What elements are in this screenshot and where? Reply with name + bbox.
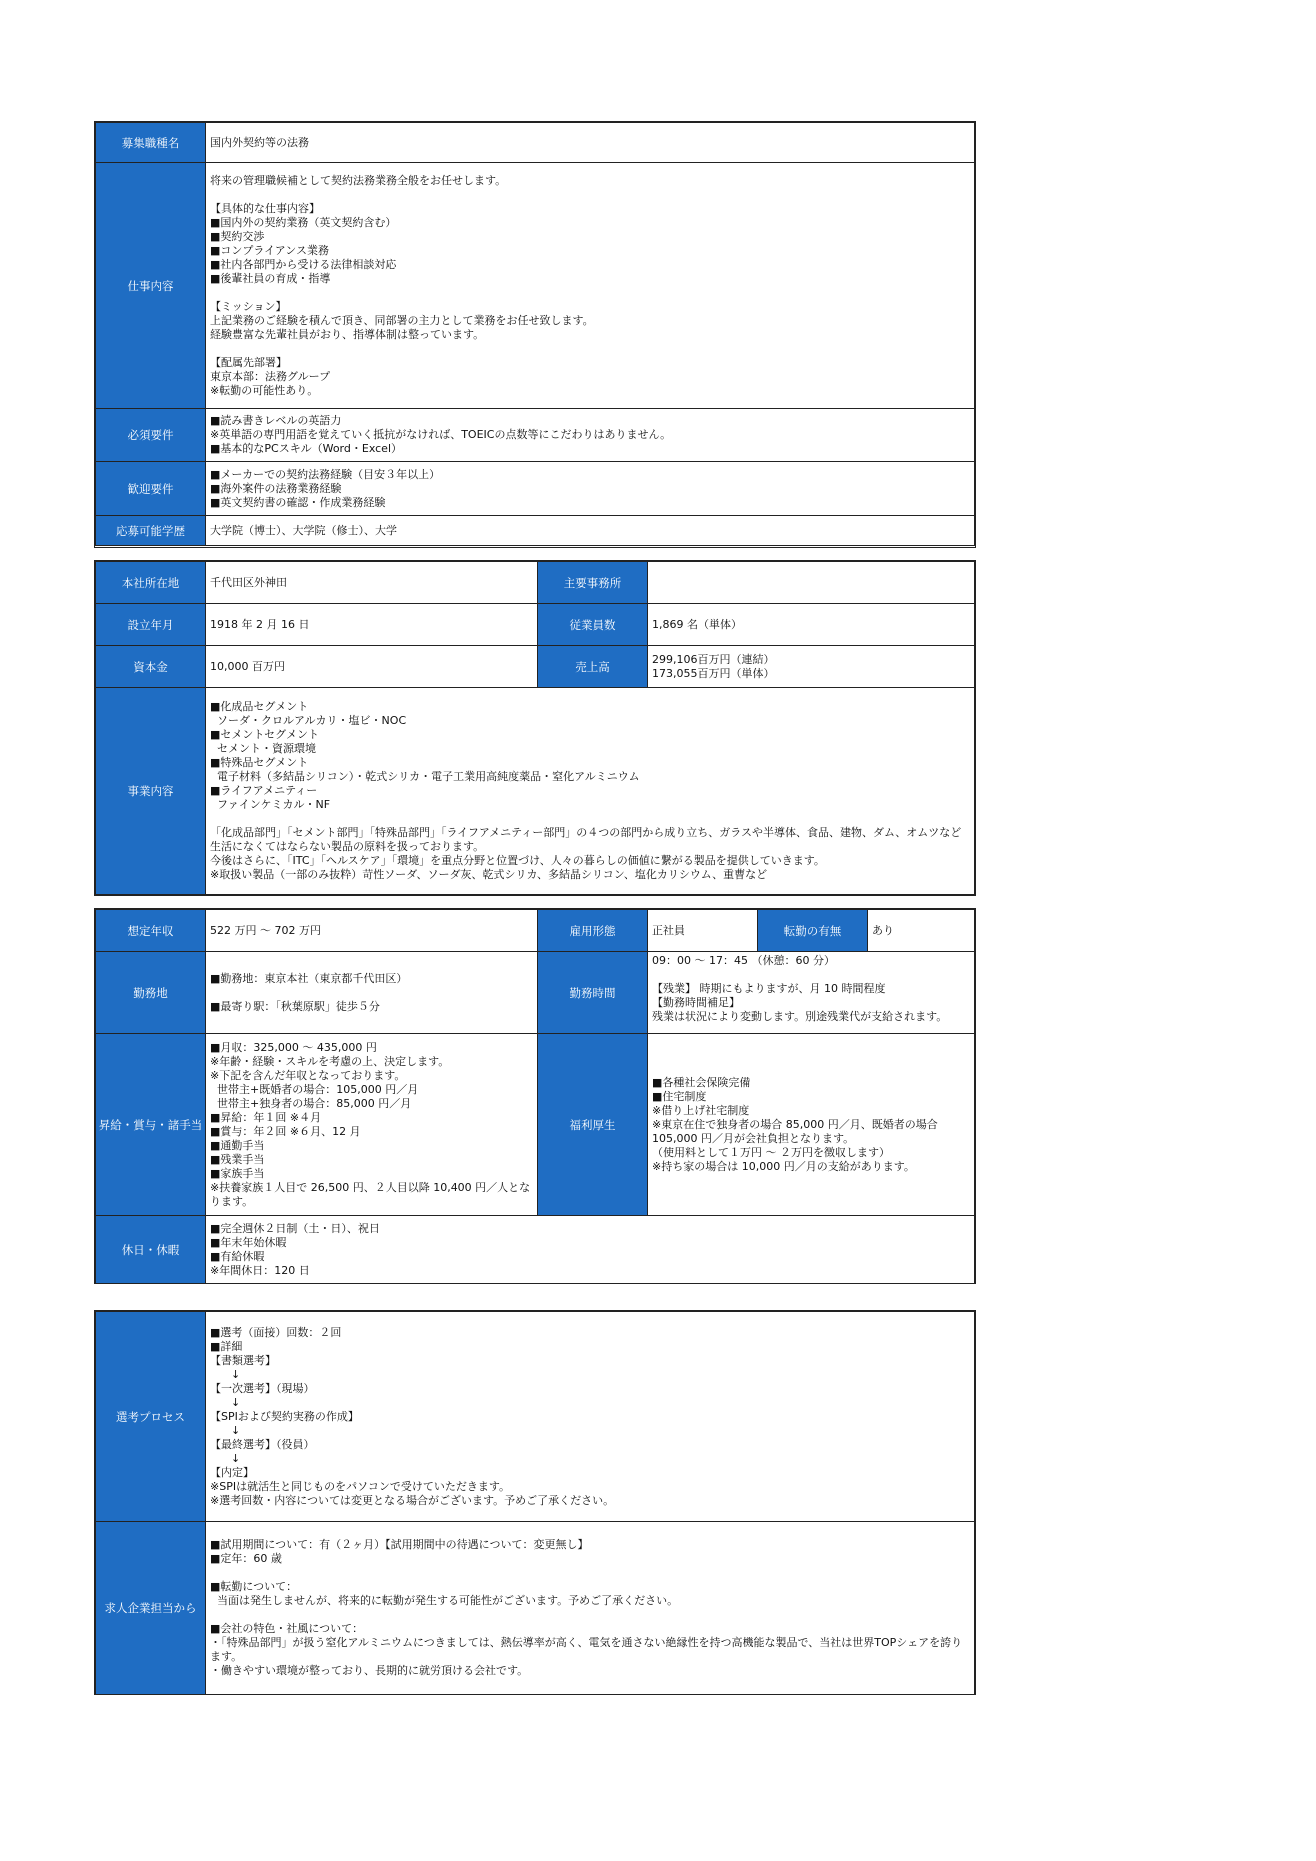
text-line: ■社内各部門から受ける法律相談対応: [210, 257, 397, 271]
text-line: ※年齢・経験・スキルを考慮の上、決定します。: [210, 1054, 450, 1068]
text-line: 経験豊富な先輩社員がおり、指導体制は整っています。: [210, 327, 485, 341]
text-line: ※SPIは就活生と同じものをパソコンで受けていただきます。: [210, 1479, 510, 1493]
text-line: ■家族手当: [210, 1166, 265, 1180]
text-line: 299,106百万円（連結）: [652, 652, 775, 666]
text-line: ※選考回数・内容については変更となる場合がございます。予めご了承ください。: [210, 1493, 615, 1507]
text-line: ※下記を含んだ年収となっております。: [210, 1068, 406, 1082]
text-line: ■海外案件の法務業務経験: [210, 481, 342, 495]
text-line: ※転勤の可能性あり。: [210, 383, 319, 397]
text-line: ■年末年始休暇: [210, 1235, 287, 1249]
employees-label: 従業員数: [538, 604, 648, 646]
text-line: ■賞与：年２回 ※６月、12 月: [210, 1124, 361, 1138]
text-line: 173,055百万円（単体）: [652, 666, 775, 680]
employment-value: 正社員: [648, 910, 758, 952]
hq-value: 千代田区外神田: [206, 562, 538, 604]
job-title-value: 国内外契約等の法務: [206, 123, 975, 163]
text-line: ■詳細: [210, 1339, 243, 1353]
sales-label: 売上高: [538, 646, 648, 688]
text-line: ■メーカーでの契約法務経験（目安３年以上）: [210, 467, 441, 481]
text-line: 【SPIおよび契約実務の作成】: [210, 1409, 359, 1423]
text-line: 09：00 〜 17：45 （休憩：60 分）: [652, 954, 835, 967]
text-line: ■コンプライアンス業務: [210, 243, 329, 257]
required-label: 必須要件: [96, 409, 206, 462]
conditions-section: [94, 908, 976, 1284]
text-line: ■選考（面接）回数：２回: [210, 1325, 342, 1339]
job-content-label: 仕事内容: [96, 163, 206, 409]
job-section: [94, 121, 976, 548]
text-line: ■国内外の契約業務（英文契約含む）: [210, 215, 397, 229]
main-office-value: [648, 562, 975, 604]
text-line: ※東京在住で独身者の場合 85,000 円／月、既婚者の場合 105,000 円／月が会社負担となります。: [652, 1117, 942, 1145]
capital-label: 資本金: [96, 646, 206, 688]
text-line: ■基本的なPCスキル（Word・Excel）: [210, 442, 403, 455]
text-line: ※扶養家族１人目で 26,500 円、２人目以降 10,400 円／人となります。: [210, 1180, 531, 1208]
contact-value: [206, 1522, 975, 1695]
text-line: 【内定】: [210, 1465, 254, 1479]
business-value: [206, 688, 975, 895]
text-line: ■残業手当: [210, 1152, 265, 1166]
text-line: ※英単語の専門用語を覚えていく抵抗がなければ、TOEICの点数等にこだわりはありません。: [210, 428, 672, 441]
text-line: ソーダ・クロルアルカリ・塩ビ・NOC: [210, 714, 407, 727]
text-line: ■有給休暇: [210, 1249, 265, 1263]
text-line: ■完全週休２日制（土・日）、祝日: [210, 1221, 380, 1235]
text-line: 【ミッション】: [210, 299, 287, 313]
text-line: ↓: [210, 1395, 241, 1409]
text-line: 東京本部：法務グループ: [210, 369, 331, 383]
text-line: [210, 1608, 970, 1622]
text-line: 【配属先部署】: [210, 355, 287, 369]
process-label: 選考プロセス: [96, 1312, 206, 1522]
text-line: 【書類選考】: [210, 1353, 276, 1367]
text-line: [210, 986, 533, 1000]
text-line: 今後はさらに、「ITC」「ヘルスケア」「環境」を重点分野と位置づけ、人々の暮らしの価値に繋がる製品を提供していきます。: [210, 854, 825, 867]
location-value: [206, 952, 538, 1034]
salary-label: 想定年収: [96, 910, 206, 952]
text-line: 残業は状況により変動します。別途残業代が支給されます。: [652, 1010, 948, 1023]
text-line: ■転勤について：: [210, 1580, 298, 1593]
holidays-value: [206, 1216, 975, 1284]
text-line: ↓: [210, 1423, 241, 1437]
text-line: [210, 286, 970, 300]
founded-label: 設立年月: [96, 604, 206, 646]
employment-label: 雇用形態: [538, 910, 648, 952]
text-line: 電子材料（多結晶シリコン）・乾式シリカ・電子工業用高純度薬品・窒化アルミニウム: [210, 770, 640, 783]
text-line: 【一次選考】（現場）: [210, 1381, 315, 1395]
text-line: ■特殊品セグメント: [210, 756, 309, 769]
transfer-value: あり: [868, 910, 975, 952]
text-line: [652, 968, 970, 982]
text-line: 世帯主+独身者の場合：85,000 円／月: [210, 1096, 412, 1110]
text-line: ■勤務地：東京本社（東京都千代田区）: [210, 971, 408, 985]
welcome-label: 歓迎要件: [96, 462, 206, 516]
text-line: ■各種社会保険完備: [652, 1075, 751, 1089]
text-line: 上記業務のご経験を積んで頂き、同部署の主力として業務をお任せ致します。: [210, 313, 594, 327]
text-line: ※取扱い製品（一部のみ抜粋）苛性ソーダ、ソーダ灰、乾式シリカ、多結晶シリコン、塩化カリシウム、重曹など: [210, 868, 768, 881]
location-label: 勤務地: [96, 952, 206, 1034]
main-office-label: 主要事務所: [538, 562, 648, 604]
text-line: ファインケミカル・NF: [210, 798, 331, 811]
text-line: ※年間休日：120 日: [210, 1263, 310, 1277]
text-line: ■月収：325,000 〜 435,000 円: [210, 1040, 377, 1054]
text-line: ■試用期間について：有（２ヶ月）【試用期間中の待遇について：変更無し】: [210, 1538, 589, 1551]
text-line: 【具体的な仕事内容】: [210, 201, 320, 215]
text-line: ■通勤手当: [210, 1138, 265, 1152]
text-line: 【最終選考】（役員）: [210, 1437, 315, 1451]
text-line: [210, 812, 970, 826]
contact-label: 求人企業担当から: [96, 1522, 206, 1695]
education-value: 大学院（博士）、大学院（修士）、大学: [206, 516, 975, 546]
text-line: ↓: [210, 1367, 241, 1381]
text-line: ■後輩社員の育成・指導: [210, 271, 331, 285]
text-line: ■ライフアメニティー: [210, 784, 318, 797]
capital-value: 10,000 百万円: [206, 646, 538, 688]
process-value: [206, 1312, 975, 1522]
text-line: 世帯主+既婚者の場合：105,000 円／月: [210, 1082, 419, 1096]
text-line: （使用料として１万円 〜 ２万円を徴収します）: [652, 1145, 890, 1159]
welfare-label: 福利厚生: [538, 1034, 648, 1216]
text-line: ・「特殊品部門」が扱う窒化アルミニウムにつきましては、熱伝導率が高く、電気を通さない絶縁性を持つ高機能な製品で、当社は世界TOPシェアを誇ります。: [210, 1636, 963, 1663]
text-line: ■化成品セグメント: [210, 700, 309, 713]
transfer-label: 転勤の有無: [758, 910, 868, 952]
raise-value: [206, 1034, 538, 1216]
text-line: ■読み書きレベルの英語力: [210, 414, 342, 427]
text-line: セメント・資源環境: [210, 742, 316, 755]
job-content-value: [206, 163, 975, 409]
text-line: ・働きやすい環境が整っており、長期的に就労頂ける会社です。: [210, 1664, 529, 1677]
text-line: ■契約交渉: [210, 229, 265, 243]
text-line: 【残業】 時期にもよりますが、月 10 時間程度: [652, 982, 886, 995]
company-section: [94, 560, 976, 896]
hours-value: [648, 952, 975, 1034]
sales-value: [648, 646, 975, 688]
hours-label: 勤務時間: [538, 952, 648, 1034]
hq-label: 本社所在地: [96, 562, 206, 604]
salary-value: 522 万円 〜 702 万円: [206, 910, 538, 952]
text-line: ■英文契約書の確認・作成業務経験: [210, 495, 386, 509]
text-line: 将来の管理職候補として契約法務業務全般をお任せします。: [210, 173, 507, 187]
raise-label: 昇給・賞与・諸手当: [96, 1034, 206, 1216]
text-line: ■住宅制度: [652, 1089, 707, 1103]
text-line: ※持ち家の場合は 10,000 円／月の支給があります。: [652, 1159, 915, 1173]
text-line: 生活になくてはならない製品の原料を扱っております。: [210, 840, 485, 853]
text-line: ■セメントセグメント: [210, 728, 319, 741]
text-line: 「化成品部門」「セメント部門」「特殊品部門」「ライフアメニティー部門」の４つの部門から成り立ち、ガラスや半導体、食品、建物、ダム、オムツなど: [210, 826, 962, 839]
founded-value: 1918 年 2 月 16 日: [206, 604, 538, 646]
holidays-label: 休日・休暇: [96, 1216, 206, 1284]
business-label: 事業内容: [96, 688, 206, 895]
text-line: ※借り上げ社宅制度: [652, 1103, 750, 1117]
text-line: [210, 342, 970, 356]
text-line: ■昇給：年１回 ※４月: [210, 1110, 322, 1124]
welcome-value: [206, 462, 975, 516]
text-line: 当面は発生しませんが、将来的に転勤が発生する可能性がございます。予めご了承ください。: [210, 1594, 679, 1607]
selection-section: [94, 1310, 976, 1695]
text-line: 【勤務時間補足】: [652, 996, 740, 1009]
welfare-value: [648, 1034, 975, 1216]
employees-value: 1,869 名（単体）: [648, 604, 975, 646]
text-line: [210, 1566, 970, 1580]
text-line: ■最寄り駅：「秋葉原駅」徒歩５分: [210, 999, 380, 1013]
job-title-label: 募集職種名: [96, 123, 206, 163]
education-label: 応募可能学歴: [96, 516, 206, 546]
required-value: [206, 409, 975, 462]
text-line: [210, 188, 970, 202]
text-line: ■会社の特色・社風について：: [210, 1622, 364, 1635]
text-line: ■定年：60 歳: [210, 1552, 282, 1565]
text-line: ↓: [210, 1451, 241, 1465]
